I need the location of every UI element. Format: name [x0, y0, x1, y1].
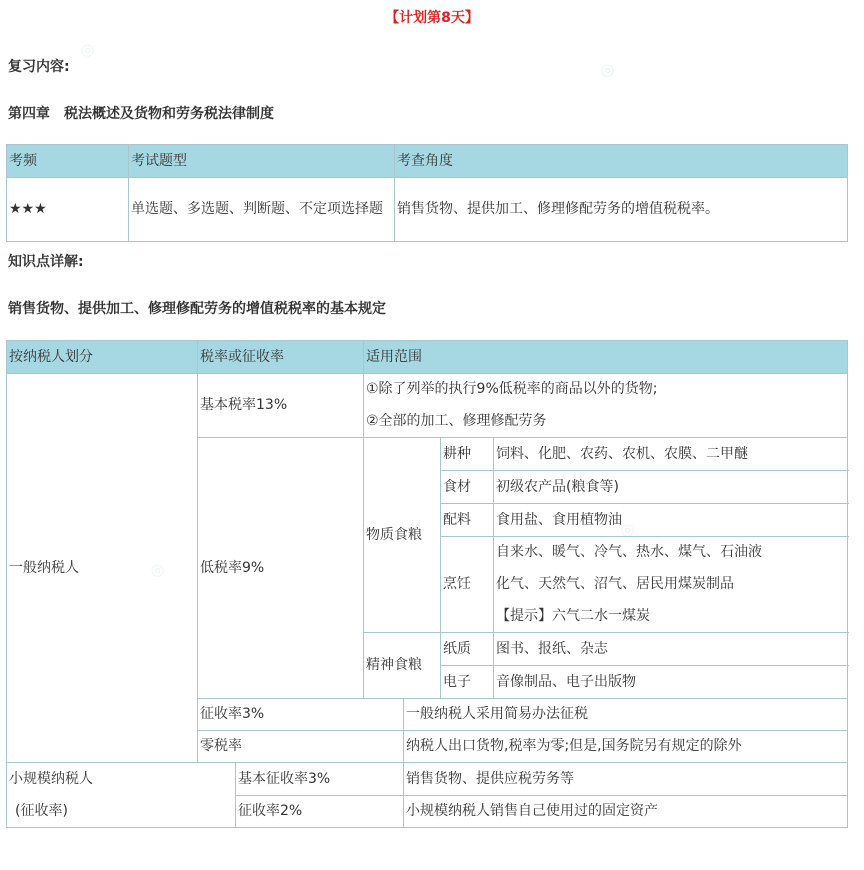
small-rate-2: 征收率2% — [236, 796, 404, 828]
rate-heading: 销售货物、提供加工、修理修配劳务的增值税税率的基本规定 — [8, 301, 386, 317]
watermark: ◎ — [616, 517, 638, 542]
spiritual-food: 精神食粮 — [364, 633, 441, 699]
table-row — [7, 763, 848, 796]
food: 食材 — [441, 471, 494, 504]
table-header-row — [7, 341, 848, 374]
rate-table — [6, 340, 848, 828]
table-row — [7, 374, 848, 406]
cooking-items-1: 自来水、暖气、冷气、热水、煤气、石油液 — [494, 537, 848, 569]
small-basic-scope: 销售货物、提供应税劳务等 — [404, 763, 848, 796]
question-types: 单选题、多选题、判断题、不定项选择题 — [129, 178, 395, 242]
exam-angle: 销售货物、提供加工、修理修配劳务的增值税税率。 — [395, 178, 848, 242]
collection-rate-3: 征收率3% — [198, 699, 404, 731]
small-taxpayer: 小规模纳税人 — [7, 763, 236, 796]
general-taxpayer: 一般纳税人 — [7, 374, 198, 763]
watermark: ◎ — [146, 557, 168, 582]
electronic: 电子 — [441, 666, 494, 699]
small-taxpayer-note: (征收率) — [7, 796, 236, 828]
watermark: ◎ — [76, 37, 98, 62]
small-rate-2-scope: 小规模纳税人销售自己使用过的固定资产 — [404, 796, 848, 828]
cooking-items-2: 化气、天然气、沼气、居民用煤炭制品 — [494, 569, 848, 601]
header-taxpayer: 按纳税人划分 — [7, 341, 198, 374]
cooking-tip: 【提示】六气二水一煤炭 — [494, 601, 848, 633]
collection-rate-3-scope: 一般纳税人采用简易办法征税 — [404, 699, 848, 731]
header-rate: 税率或征收率 — [198, 341, 364, 374]
header-scope: 适用范围 — [364, 341, 848, 374]
knowledge-label: 知识点详解: — [8, 254, 84, 270]
seasoning-items: 食用盐、食用植物油 — [494, 504, 848, 537]
table-row — [7, 178, 848, 242]
header-angle: 考查角度 — [395, 145, 848, 178]
overview-table — [6, 144, 848, 242]
food-items: 初级农产品(粮食等) — [494, 471, 848, 504]
zero-rate: 零税率 — [198, 731, 404, 763]
farming-items: 饲料、化肥、农药、农机、农膜、二甲醚 — [494, 438, 848, 471]
paper-items: 图书、报纸、杂志 — [494, 633, 848, 666]
zero-rate-scope: 纳税人出口货物,税率为零;但是,国务院另有规定的除外 — [404, 731, 848, 763]
watermark: ◎ — [596, 57, 618, 82]
header-frequency: 考频 — [7, 145, 129, 178]
seasoning: 配料 — [441, 504, 494, 537]
farming: 耕种 — [441, 438, 494, 471]
chapter-title: 第四章 税法概述及货物和劳务税法律制度 — [8, 106, 274, 122]
low-rate: 低税率9% — [198, 438, 364, 699]
plan-title: 【计划第8天】 — [385, 10, 479, 26]
material-food: 物质食粮 — [364, 438, 441, 633]
electronic-items: 音像制品、电子出版物 — [494, 666, 848, 699]
table-header-row — [7, 145, 848, 178]
header-question-types: 考试题型 — [129, 145, 395, 178]
review-label: 复习内容: — [8, 59, 70, 75]
table-row — [7, 796, 848, 828]
basic-scope-2: ②全部的加工、修理修配劳务 — [364, 406, 848, 438]
paper: 纸质 — [441, 633, 494, 666]
basic-rate: 基本税率13% — [198, 374, 364, 438]
cooking: 烹饪 — [441, 537, 494, 633]
frequency-stars: ★★★ — [7, 178, 129, 242]
basic-scope-1: ①除了列举的执行9%低税率的商品以外的货物; — [364, 374, 848, 406]
small-basic-rate: 基本征收率3% — [236, 763, 404, 796]
